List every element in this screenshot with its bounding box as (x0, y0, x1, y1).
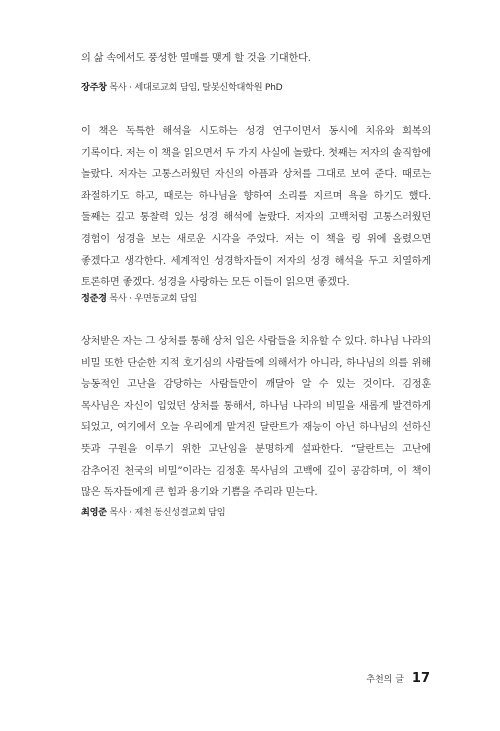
endorsement-paragraph-continued: 의 삶 속에서도 풍성한 열매를 맺게 할 것을 기대한다. (81, 53, 311, 64)
endorser-signature-2 (81, 292, 197, 306)
endorser-signature-1 (81, 81, 282, 95)
footer-section-title: 추천의 글 (366, 675, 404, 685)
endorsement-paragraph-3: 상처받은 자는 그 상처를 통해 상처 입은 사람들을 치유할 수 있다. 하나님 나라의 비밀 또한 단순한 지적 호기심의 사람들에 의해서가 아니라, 하나님의 의를 위해 능동적인 고난을 감당하는 사람들만이 깨달아 알 수 있는 것이다. 김정훈 목사님은 자신이 입었던 상처를 통해서, 하나님 나라의 비밀을 새롭게 발견하게 되었고, 여기에서 오늘 우리에게 맡겨진 달란트가 재능이 아닌 하나님의 선하신 뜻과 구원을 이루기 위한 고난임을 분명하게 설파한다. “달란트는 고난에 감추어진 천국의 비밀”이라는 김정훈 목사님의 고백에 깊이 공감하며, 이 책이 많은 독자들에게 큰 힘과 용기와 기쁨을 주리라 믿는다. (81, 336, 431, 499)
endorser-name: 최영준 (81, 507, 107, 518)
endorser-name: 장주창 (81, 82, 107, 93)
page-number: 17 (411, 671, 430, 686)
endorser-role: 목사 · 우면동교회 담임 (106, 293, 198, 304)
endorser-role: 목사 · 세대로교회 담임, 탈봇신학대학원 PhD (106, 82, 283, 93)
endorser-name: 정준경 (81, 293, 107, 304)
endorser-signature-3 (81, 506, 225, 520)
page-footer (366, 668, 430, 687)
endorsement-paragraph-2: 이 책은 독특한 해석을 시도하는 성경 연구이면서 동시에 치유와 회복의 기록이다. 저는 이 책을 읽으면서 두 가지 사실에 놀랐다. 첫째는 저자의 솔직함에 놀랐다. 저자는 고통스러웠던 자신의 아픔과 상처를 그대로 보여 준다. 때로는 좌절하기도 하고, 때로는 하나님을 향하여 소리를 지르며 욕을 하기도 했다. 둘째는 깊고 통찰력 있는 성경 해석에 놀랐다. 저자의 고백처럼 고통스러웠던 경험이 성경을 보는 새로운 시각을 주었다. 저는 이 책을 링 위에 올렸으면 좋겠다고 생각한다. 세계적인 성경학자들이 저자의 성경 해석을 두고 치열하게 토론하면 좋겠다. 성경을 사랑하는 모든 이들이 읽으면 좋겠다. (81, 126, 431, 289)
endorser-role: 목사 · 제천 동신성결교회 담임 (106, 507, 226, 518)
